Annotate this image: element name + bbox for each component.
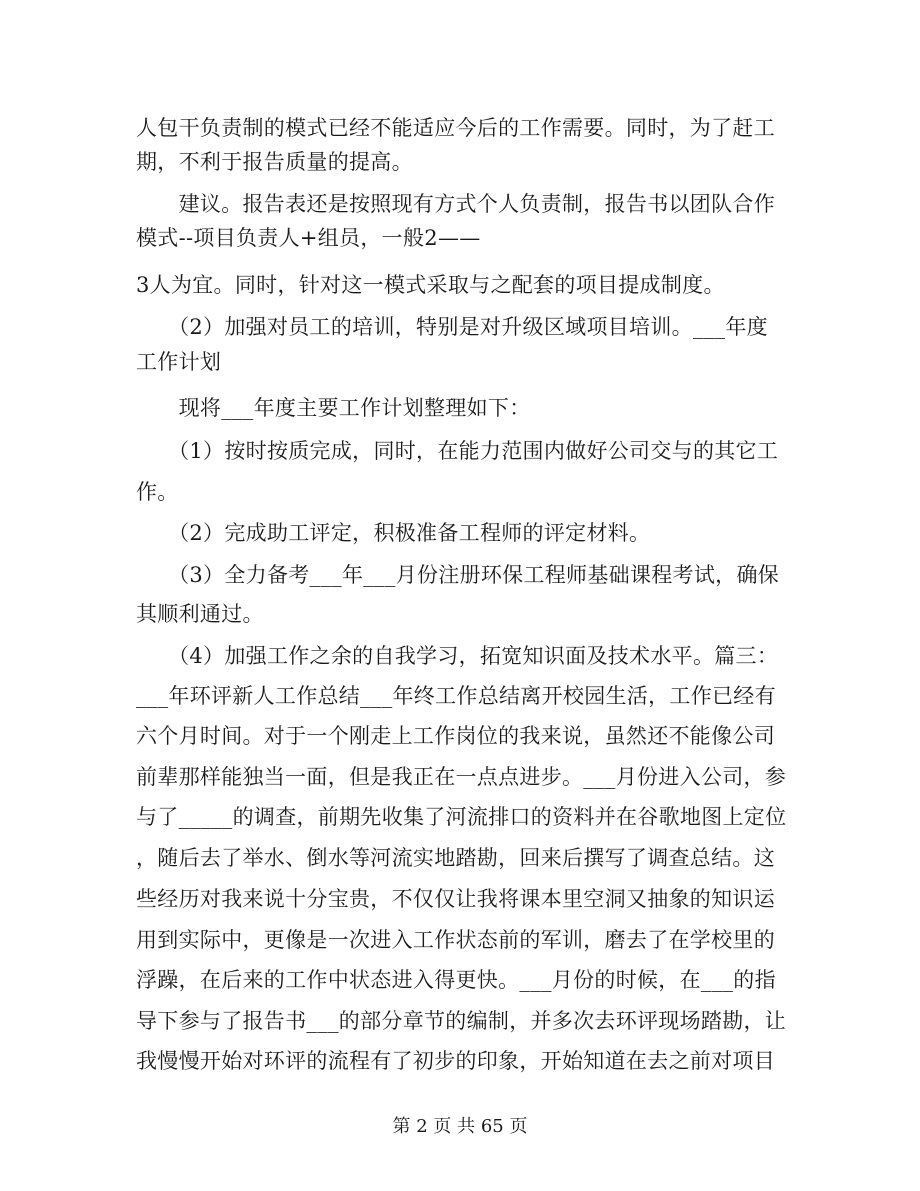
paragraph-line: 我慢慢开始对环评的流程有了初步的印象，开始知道在去之前对项目 <box>136 1049 775 1073</box>
paragraph-line: 前辈那样能独当一面，但是我正在一点点进步。___月份进入公司，参 <box>136 765 787 789</box>
paragraph-line: 期，不利于报告质量的提高。 <box>136 150 413 174</box>
paragraph-line: 些经历对我来说十分宝贵，不仅仅让我将课本里空洞又抽象的知识运 <box>136 887 775 911</box>
paragraph-line: 建议。报告表还是按照现有方式个人负责制，报告书以团队合作 <box>136 192 775 216</box>
paragraph-line: 人包干负责制的模式已经不能适应今后的工作需要。同时，为了赶工 <box>136 116 775 140</box>
page-footer: 第 2 页 共 65 页 <box>392 1116 528 1137</box>
paragraph-line: （3）全力备考___年___月份注册环保工程师基础课程考试，确保 <box>136 563 780 587</box>
paragraph-line: （4）加强工作之余的自我学习，拓宽知识面及技术水平。篇三： <box>136 644 779 668</box>
paragraph-line: 3人为宜。同时，针对这一模式采取与之配套的项目提成制度。 <box>136 273 725 297</box>
paragraph-line: ，随后去了举水、倒水等河流实地踏勘，回来后撰写了调查总结。这 <box>136 846 775 870</box>
paragraph-line: ___年环评新人工作总结___年终工作总结离开校园生活，工作已经有 <box>136 684 776 708</box>
paragraph-line: 用到实际中，更像是一次进入工作状态前的军训，磨去了在学校里的 <box>136 928 775 952</box>
paragraph-line: 现将___年度主要工作计划整理如下： <box>136 396 531 420</box>
paragraph-line: （2）完成助工评定，积极准备工程师的评定材料。 <box>136 521 651 545</box>
paragraph-line: 其顺利通过。 <box>136 602 264 626</box>
paragraph-line: （2）加强对员工的培训，特别是对升级区域项目培训。___年度 <box>136 315 768 339</box>
paragraph-line: 工作计划 <box>136 350 222 374</box>
paragraph-line: 模式--项目负责人+组员，一般2—— <box>136 226 481 250</box>
paragraph-line: 作。 <box>136 480 179 504</box>
paragraph-line: （1）按时按质完成，同时，在能力范围内做好公司交与的其它工 <box>136 439 779 463</box>
paragraph-line: 浮躁，在后来的工作中状态进入得更快。___月份的时候，在___的指 <box>136 968 776 992</box>
paragraph-line: 与了_____的调查，前期先收集了河流排口的资料并在谷歌地图上定位 <box>136 805 787 829</box>
paragraph-line: 六个月时间。对于一个刚走上工作岗位的我来说，虽然还不能像公司 <box>136 724 775 748</box>
paragraph-line: 导下参与了报告书___的部分章节的编制，并多次去环评现场踏勘，让 <box>136 1009 787 1033</box>
